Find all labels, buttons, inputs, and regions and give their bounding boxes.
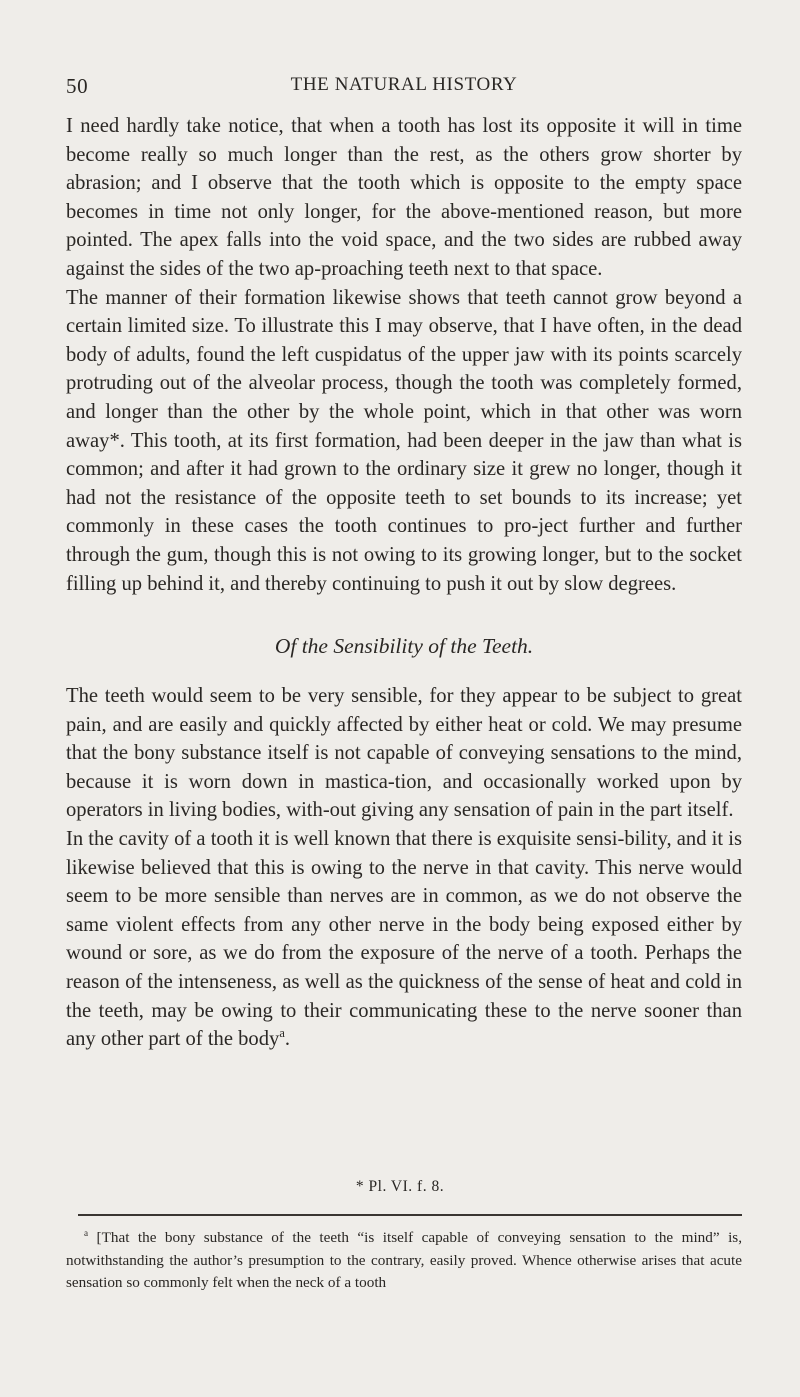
page-number: 50 [66, 74, 89, 98]
paragraph-1: I need hardly take notice, that when a tooth has lost its opposite it will in time become really so much longer than the rest, as the others grow shorter by abrasion; and I observe that the tooth which is opposite to the empty space becomes in time not only longer, for the above-mentioned reason, but more pointed. The apex falls into the void space, and the two sides are rubbed away against the sides of the two ap-proaching teeth next to that space. [66, 115, 742, 280]
footnote-text: [That the bony substance of the teeth “is itself capable of conveying sensation to the mind” is, notwithstanding the author’s presumption to the contrary, easily proved. Whence otherwise arises that acute sensation so commonly felt when the neck of a tooth [66, 1229, 742, 1291]
paragraph-4 [66, 825, 742, 1054]
paragraph-2: The manner of their formation likewise shows that teeth cannot grow beyond a certain limited size. To illustrate this I may observe, that I have often, in the dead body of adults, found the left cuspidatus of the upper jaw with its points scarcely protruding out of the alveolar process, though the tooth was completely formed, and longer than the other by the whole point, which in that other was worn away*. This tooth, at its first formation, had been deeper in the jaw than what is common; and after it had grown to the ordinary size it grew no longer, though it had not the resistance of the opposite teeth to set bounds to its increase; yet commonly in these cases the tooth continues to pro-ject further and further through the gum, though this is not owing to its growing longer, but to the socket filling up behind it, and thereby continuing to push it out by slow degrees. [66, 286, 742, 595]
section-heading: Of the Sensibility of the Teeth. [274, 634, 534, 659]
paragraph-3: The teeth would seem to be very sensible, for they appear to be subject to great pain, and are easily and quickly affected by either heat or cold. We may presume that the bony substance itself is not capable of conveying sensations to the mind, because it is worn down in mastica-tion, and occasionally worked upon by operators in living bodies, with-out giving any sensation of pain in the part itself. [66, 685, 742, 822]
paragraph-4-text: In the cavity of a tooth it is well known that there is exquisite sensi-bility, and it is likewise believed that this is owing to the nerve in that cavity. This nerve would seem to be more sensible than nerves are in common, as we do not observe the same violent effects from any other nerve in the body being exposed either by wound or sore, as we do from the exposure of the nerve of a tooth. Perhaps the reason of the intenseness, as well as the quickness of the sense of heat and cold in the teeth, may be owing to their communicating these to the nerve sooner than any other part of the body [66, 828, 742, 1051]
running-head [66, 74, 742, 102]
footnote-reference-mark: a [279, 1026, 285, 1041]
paragraph-4-end: . [284, 1028, 290, 1051]
footnote [66, 1227, 742, 1295]
plate-reference: * Pl. VI. f. 8. [355, 1178, 445, 1195]
body-text [66, 112, 742, 1054]
running-title: THE NATURAL HISTORY [290, 74, 518, 95]
footnote-mark: a [84, 1227, 89, 1238]
footnote-divider [78, 1214, 742, 1216]
